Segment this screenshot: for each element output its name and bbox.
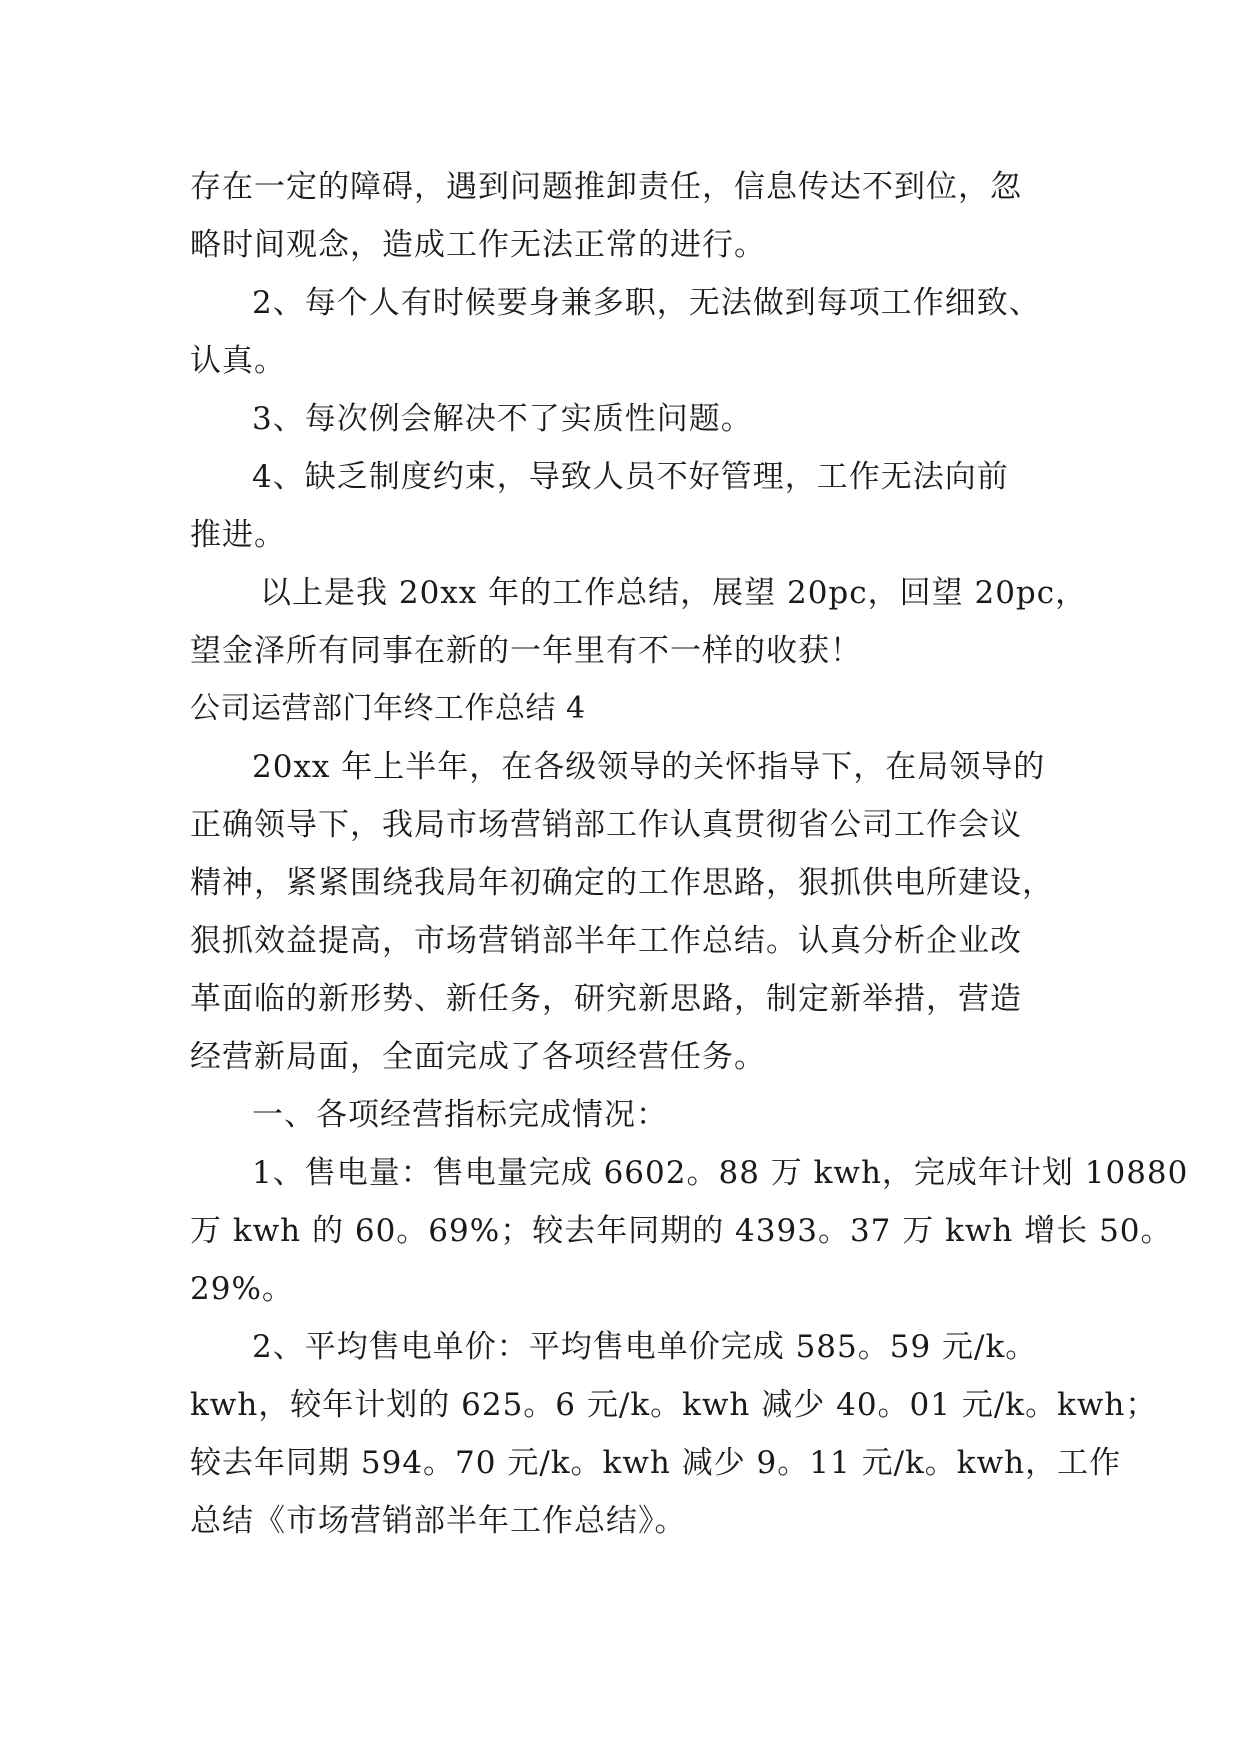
paragraph-line: 29%。 bbox=[190, 1271, 294, 1307]
paragraph-line: 总结《市场营销部半年工作总结》。 bbox=[190, 1503, 687, 1539]
paragraph-line: 经营新局面，全面完成了各项经营任务。 bbox=[190, 1039, 766, 1075]
list-item-line: 3、每次例会解决不了实质性问题。 bbox=[252, 401, 753, 437]
paragraph-line: 正确领导下，我局市场营销部工作认真贯彻省公司工作会议 bbox=[190, 807, 1022, 843]
list-item-line: 4、缺乏制度约束，导致人员不好管理，工作无法向前 bbox=[252, 459, 1009, 495]
paragraph-line: 20xx 年上半年，在各级领导的关怀指导下，在局领导的 bbox=[252, 749, 1046, 785]
paragraph-line: 略时间观念，造成工作无法正常的进行。 bbox=[190, 227, 766, 263]
document-page bbox=[190, 158, 1189, 1550]
section-title: 公司运营部门年终工作总结 4 bbox=[190, 691, 586, 726]
paragraph-line: 认真。 bbox=[190, 343, 286, 379]
paragraph-line: kwh，较年计划的 625。6 元/k。kwh 减少 40。01 元/k。kwh； bbox=[190, 1387, 1158, 1423]
paragraph-line: 较去年同期 594。70 元/k。kwh 减少 9。11 元/k。kwh，工作 bbox=[190, 1445, 1122, 1481]
paragraph-line: 狠抓效益提高，市场营销部半年工作总结。认真分析企业改 bbox=[190, 923, 1022, 959]
paragraph-line: 推进。 bbox=[190, 517, 286, 553]
paragraph-line: 精神，紧紧围绕我局年初确定的工作思路，狠抓供电所建设， bbox=[190, 865, 1054, 901]
paragraph-line: 存在一定的障碍，遇到问题推卸责任，信息传达不到位，忽 bbox=[190, 169, 1022, 205]
section-heading: 一、各项经营指标完成情况： bbox=[252, 1097, 668, 1133]
list-item-line: 2、平均售电单价：平均售电单价完成 585。59 元/k。 bbox=[252, 1329, 1038, 1365]
paragraph-line: 以上是我 20xx 年的工作总结，展望 20pc，回望 20pc， bbox=[260, 575, 1088, 611]
list-item-line: 1、售电量：售电量完成 6602。88 万 kwh，完成年计划 10880 bbox=[252, 1155, 1189, 1191]
paragraph-line: 望金泽所有同事在新的一年里有不一样的收获！ bbox=[190, 633, 862, 669]
list-item-line: 2、每个人有时候要身兼多职，无法做到每项工作细致、 bbox=[252, 285, 1041, 321]
paragraph-line: 革面临的新形势、新任务，研究新思路，制定新举措，营造 bbox=[190, 981, 1022, 1017]
paragraph-line: 万 kwh 的 60。69%；较去年同期的 4393。37 万 kwh 增长 50。 bbox=[190, 1213, 1173, 1249]
